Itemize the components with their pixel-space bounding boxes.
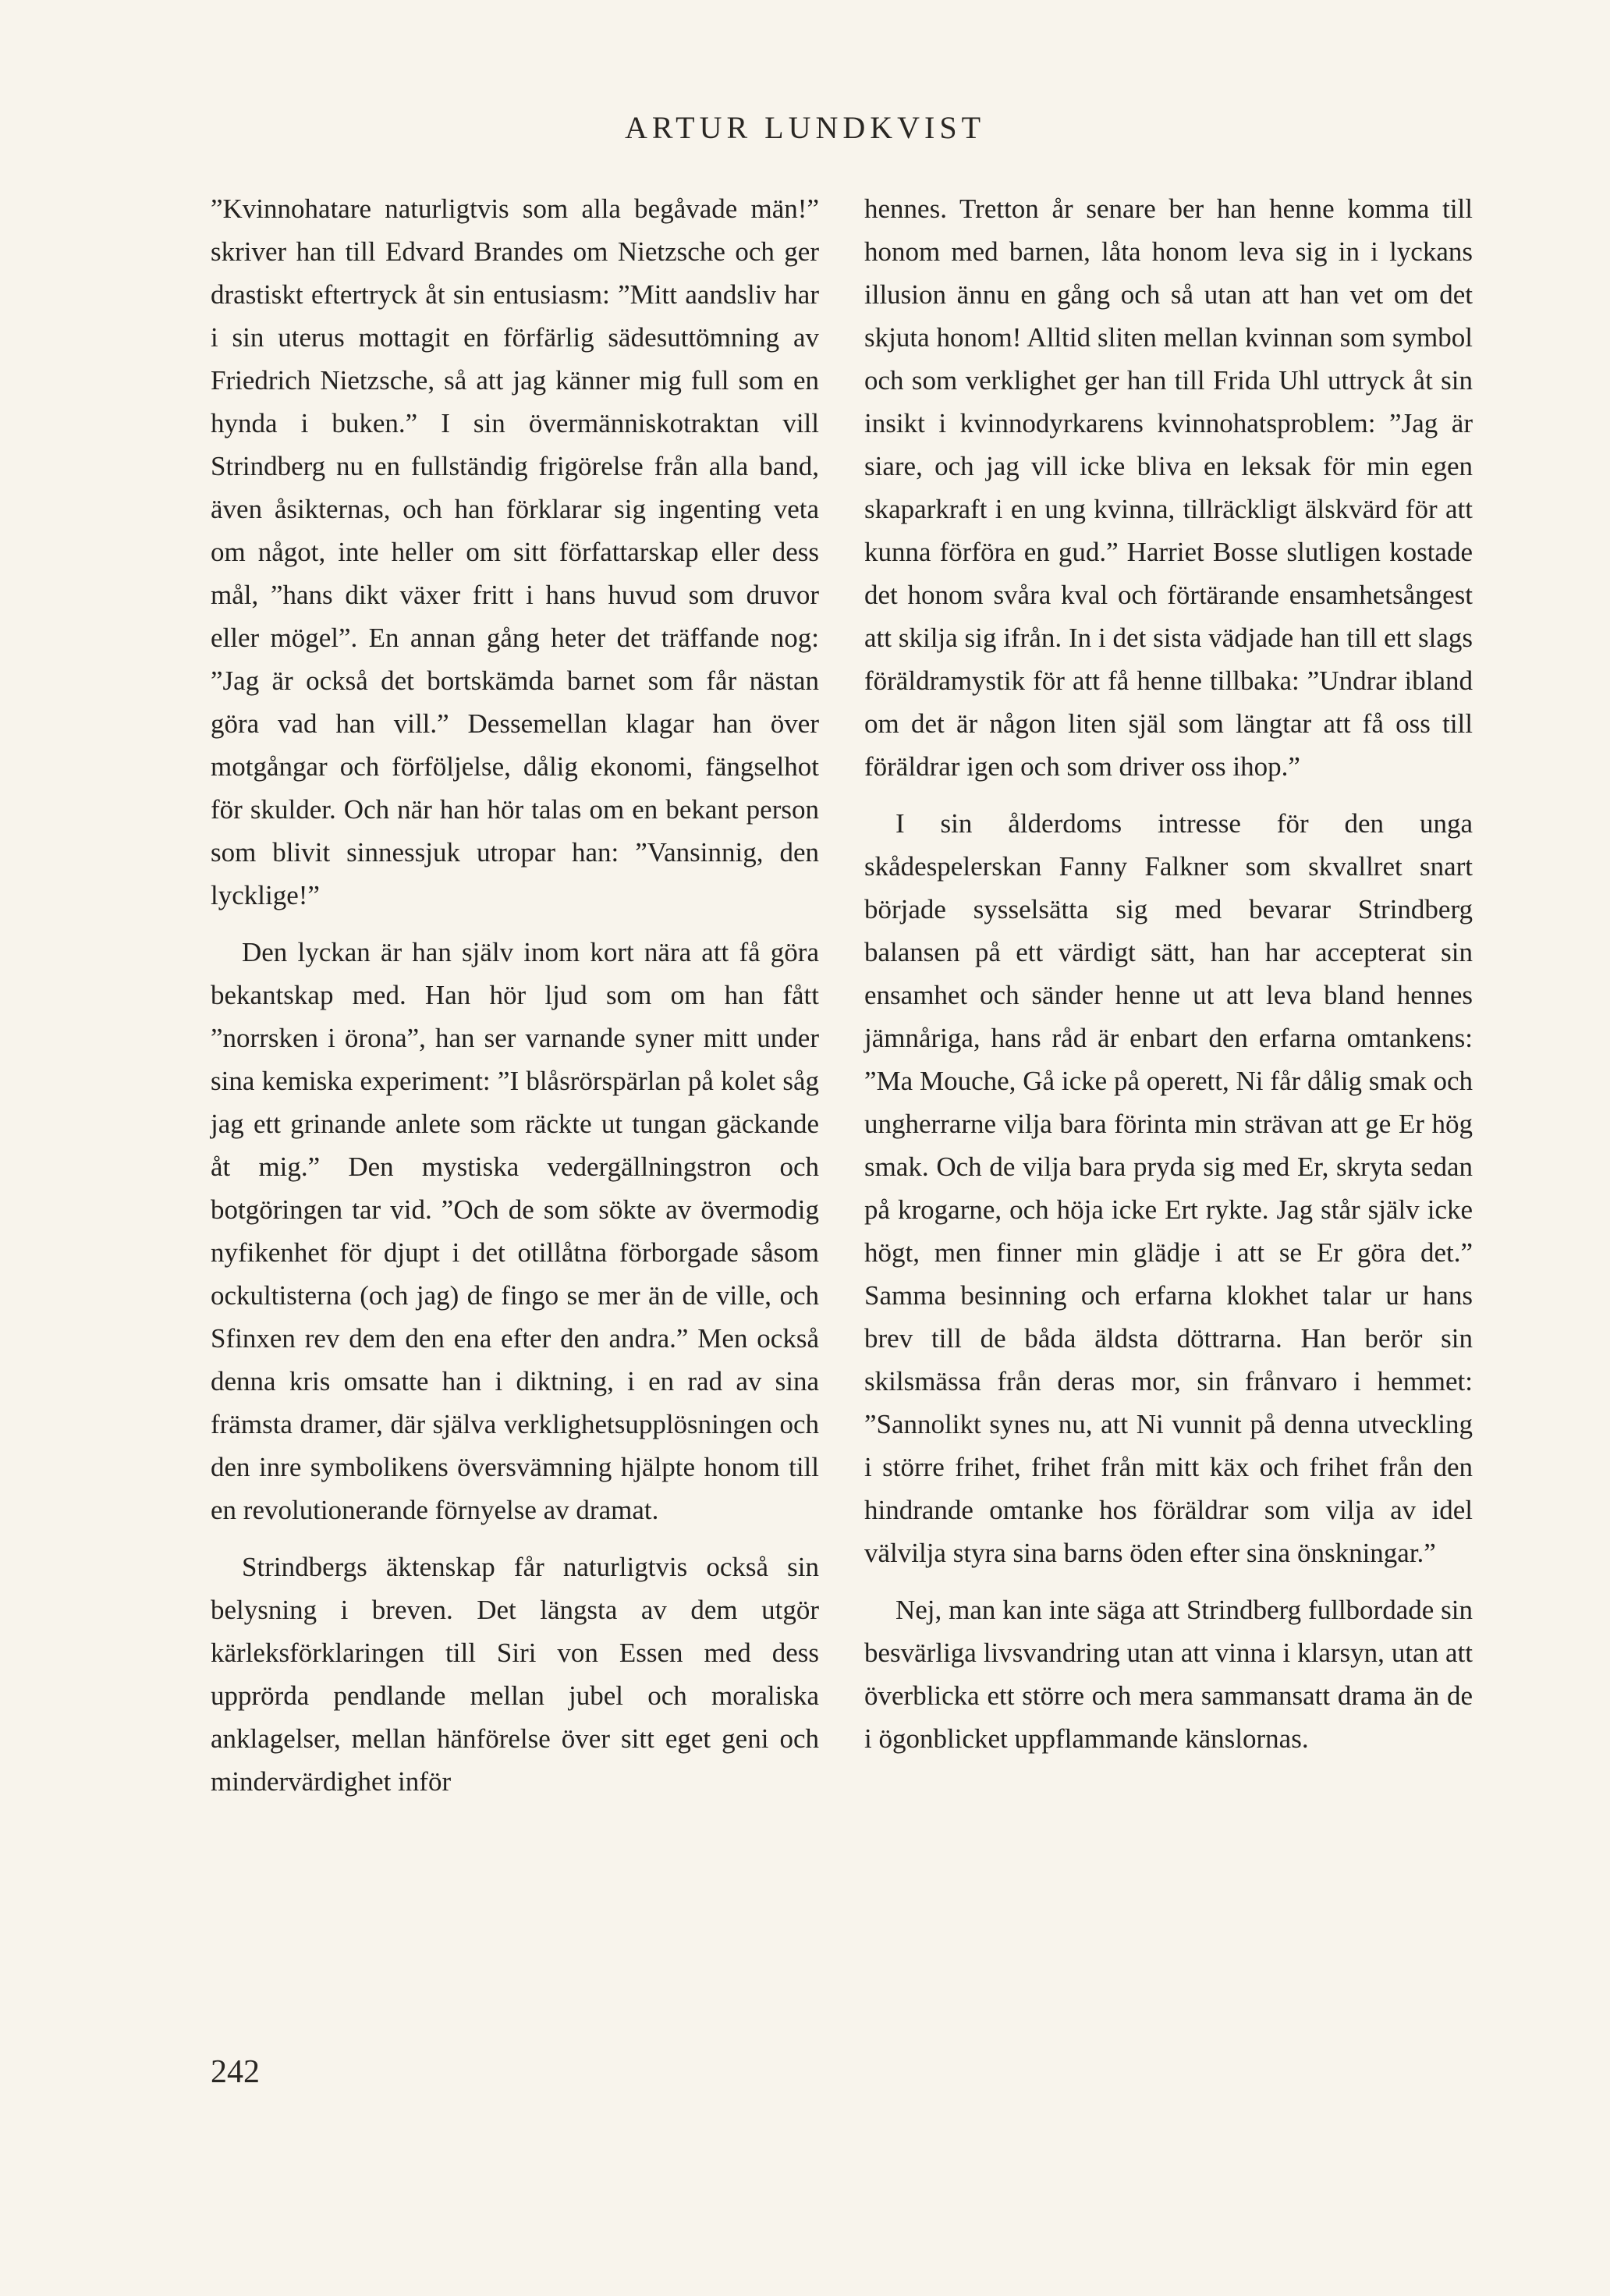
- paragraph: hennes. Tretton år senare ber han henne komma till honom med barnen, låta honom leva sig in i lyckans illusion ännu en gång och så utan att han vet om det skjuta honom! Alltid sliten mellan kvinnan som symbol och som verklighet ger han till Frida Uhl uttryck åt sin insikt i kvinnodyrkarens kvinnohatsproblem: ”Jag är siare, och jag vill icke bliva en leksak för min egen skaparkraft i en ung kvinna, tillräckligt älskvärd för att kunna förföra en gud.” Harriet Bosse slutligen kostade det honom svåra kval och förtärande ensamhetsångest att skilja sig ifrån. In i det sista vädjade han till ett slags föräldramystik för att få henne tillbaka: ”Undrar ibland om det är någon liten själ som längtar att få oss till föräldrar igen och som driver oss ihop.”: [864, 193, 1473, 782]
- paragraph: I sin ålderdoms intresse för den unga skådespelerskan Fanny Falkner som skvallret snart började sysselsätta sig med bevarar Strindberg balansen på ett värdigt sätt, han har accepterat sin ensamhet och sänder henne ut att leva bland hennes jämnåriga, hans råd är enbart den erfarna omtankens: ”Ma Mouche, Gå icke på operett, Ni får dålig smak och ungherrarne vilja bara förinta min strävan att ge Er hög smak. Och de vilja bara pryda sig med Er, skryta sedan på krogarne, och höja icke Ert rykte. Jag står själv icke högt, men finner min glädje i att se Er göra det.” Samma besinning och erfarna klokhet talar ur hans brev till de båda äldsta döttrarna. Han berör sin skilsmässa från deras mor, sin frånvaro i hemmet: ”Sannolikt synes nu, att Ni vunnit på denna utveckling i större frihet, frihet från mitt käx och frihet från den hindrande omtanke hos föräldrar som vilja av idel välvilja styra sina barns öden efter sina önskningar.”: [864, 808, 1473, 1568]
- text-column-left: [211, 187, 819, 1817]
- paragraph: Strindbergs äktenskap får naturligtvis också sin belysning i breven. Det längsta av dem utgör kärleksförklaringen till Siri von Essen med dess upprörda pendlande mellan jubel och moraliska anklagelser, mellan hänförelse över sitt eget geni och mindervärdighet inför: [211, 1552, 819, 1797]
- paragraph: Nej, man kan inte säga att Strindberg fullbordade sin besvärliga livsvandring utan att vinna i klarsyn, utan att överblicka ett större och mera sammansatt drama än de i ögonblicket uppflammande känslornas.: [864, 1595, 1473, 1754]
- text-column-right: [864, 187, 1473, 1774]
- running-header: ARTUR LUNDKVIST: [624, 110, 986, 145]
- paragraph: Den lyckan är han själv inom kort nära att få göra bekantskap med. Han hör ljud som om han fått ”norrsken i örona”, han ser varnande syner mitt under sina kemiska experiment: ”I blåsrörspärlan på kolet såg jag ett grinande anlete som räckte ut tungan gäckande åt mig.” Den mystiska vedergällningstron och botgöringen tar vid. ”Och de som sökte av övermodig nyfikenhet för djupt i det otillåtna förborgade såsom ockultisterna (och jag) de fingo se mer än de ville, och Sfinxen rev dem den ena efter den andra.” Men också denna kris omsatte han i diktning, i en rad av sina främsta dramer, där själva verklighetsupplösningen och den inre symbolikens översvämning hjälpte honom till en revolutionerande förnyelse av dramat.: [211, 937, 819, 1525]
- page-number: 242: [211, 2054, 260, 2090]
- paragraph: ”Kvinnohatare naturligtvis som alla begåvade män!” skriver han till Edvard Brandes om Nietzsche och ger drastiskt eftertryck åt sin entusiasm: ”Mitt aandsliv har i sin uterus mottagit en förfärlig sädesuttömning av Friedrich Nietzsche, så att jag känner mig full som en hynda i buken.” I sin övermänniskotraktan vill Strindberg nu en fullständig frigörelse från alla band, även åsikternas, och han förklarar sig ingenting veta om något, inte heller om sitt författarskap eller dess mål, ”hans dikt växer fritt i hans huvud som druvor eller mögel”. En annan gång heter det träffande nog: ”Jag är också det bortskämda barnet som får nästan göra vad han vill.” Dessemellan klagar han över motgångar och förföljelse, dålig ekonomi, fängselhot för skulder. Och när han hör talas om en bekant person som blivit sinnessjuk utropar han: ”Vansinnig, den lycklige!”: [211, 193, 819, 910]
